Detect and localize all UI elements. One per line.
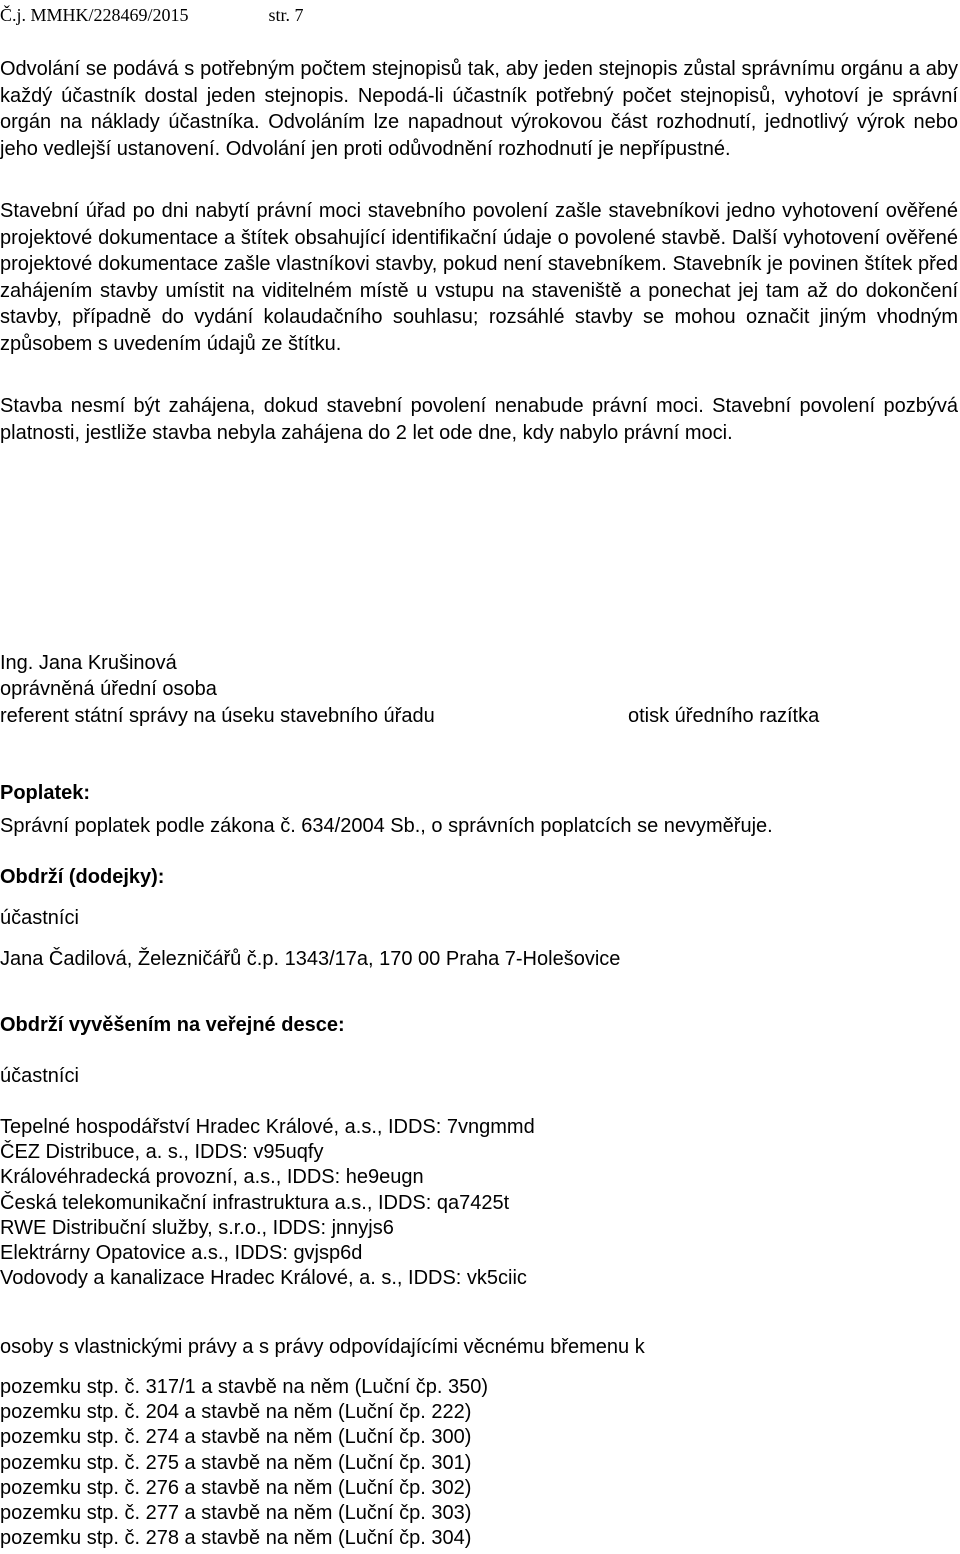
signatory-role: oprávněná úřední osoba xyxy=(0,678,217,700)
appeal-paragraph: Odvolání se podává s potřebným počtem stejnopisů tak, aby jeden stejnopis zůstal správnímu orgánu a aby každý účastník dostal jeden stejnopis. Nepodá-li účastník potřebný počet stejnopisů, vyhotoví je správní orgán na náklady účastníka. Odvoláním lze napadnout výrokovou část rozhodnutí, jednotlivý výrok nebo jeho vedlejší ustanovení. Odvolání jen proti odůvodnění rozhodnutí je nepřípustné. xyxy=(0,58,958,160)
public-notice-heading: Obdrží vyvěšením na veřejné desce: xyxy=(0,1014,345,1036)
plot-list xyxy=(0,1375,488,1551)
recipient-person: Jana Čadilová, Železničářů č.p. 1343/17a, 170 00 Praha 7-Holešovice xyxy=(0,948,621,970)
list-item: ČEZ Distribuce, a. s., IDDS: v95uqfy xyxy=(0,1141,324,1164)
signatory-name: Ing. Jana Krušinová xyxy=(0,652,177,674)
list-item: Elektrárny Opatovice a.s., IDDS: gvjsp6d xyxy=(0,1242,363,1265)
page-header xyxy=(0,4,304,26)
fee-heading: Poplatek: xyxy=(0,782,91,804)
list-item: Královéhradecká provozní, a.s., IDDS: he9eugn xyxy=(0,1166,424,1189)
page-number: str. 7 xyxy=(268,5,304,25)
list-item: pozemku stp. č. 277 a stavbě na něm (Luční čp. 303) xyxy=(0,1502,472,1525)
list-item: Česká telekomunikační infrastruktura a.s., IDDS: qa7425t xyxy=(0,1191,510,1214)
list-item: Vodovody a kanalizace Hradec Králové, a. s., IDDS: vk5ciic xyxy=(0,1267,527,1290)
stamp-placeholder: otisk úředního razítka xyxy=(628,705,820,727)
list-item: pozemku stp. č. 276 a stavbě na něm (Luční čp. 302) xyxy=(0,1476,472,1499)
list-item: Tepelné hospodářství Hradec Králové, a.s., IDDS: 7vngmmd xyxy=(0,1116,535,1138)
validity-paragraph: Stavba nesmí být zahájena, dokud stavební povolení nenabude právní moci. Stavební povolení pozbývá platnosti, jestliže stavba nebyla zahájena do 2 let ode dne, kdy nabylo právní moci. xyxy=(0,395,958,444)
public-notice-group: účastníci xyxy=(0,1065,79,1087)
list-item: RWE Distribuční služby, s.r.o., IDDS: jnnyjs6 xyxy=(0,1216,394,1239)
list-item: pozemku stp. č. 204 a stavbě na něm (Luční čp. 222) xyxy=(0,1401,472,1424)
fee-text: Správní poplatek podle zákona č. 634/2004 Sb., o správních poplatcích se nevyměřuje. xyxy=(0,815,773,837)
list-item: pozemku stp. č. 275 a stavbě na něm (Luční čp. 301) xyxy=(0,1451,472,1474)
recipients-group: účastníci xyxy=(0,907,79,929)
building-office-paragraph: Stavební úřad po dni nabytí právní moci stavebního povolení zašle stavebníkovi jedno vyhotovení ověřené projektové dokumentace a štítek obsahující identifikační údaje o povolené stavbě. Další vyhotovení ověřené projektové dokumentace zašle vlastníkovi stavby, pokud není stavebníkem. Stavebník je povinen štítek před zahájením stavby umístit na viditelném místě u vstupu na staveniště a ponechat jej tam až do dokončení stavby, případně do vydání kolaudačního souhlasu; rozsáhlé stavby se mohou označit jiným vhodným způsobem s uvedením údajů ze štítku. xyxy=(0,200,958,355)
signatory-position: referent státní správy na úseku stavebního úřadu xyxy=(0,705,435,727)
reference-number: Č.j. MMHK/228469/2015 xyxy=(0,5,189,25)
list-item: pozemku stp. č. 317/1 a stavbě na něm (Luční čp. 350) xyxy=(0,1376,489,1398)
list-item: pozemku stp. č. 278 a stavbě na něm (Luční čp. 304) xyxy=(0,1527,472,1550)
owners-text: osoby s vlastnickými právy a s právy odpovídajícími věcnému břemenu k xyxy=(0,1336,645,1358)
list-item: pozemku stp. č. 274 a stavbě na něm (Luční čp. 300) xyxy=(0,1426,472,1449)
recipients-heading: Obdrží (dodejky): xyxy=(0,866,165,888)
entity-list xyxy=(0,1115,535,1291)
